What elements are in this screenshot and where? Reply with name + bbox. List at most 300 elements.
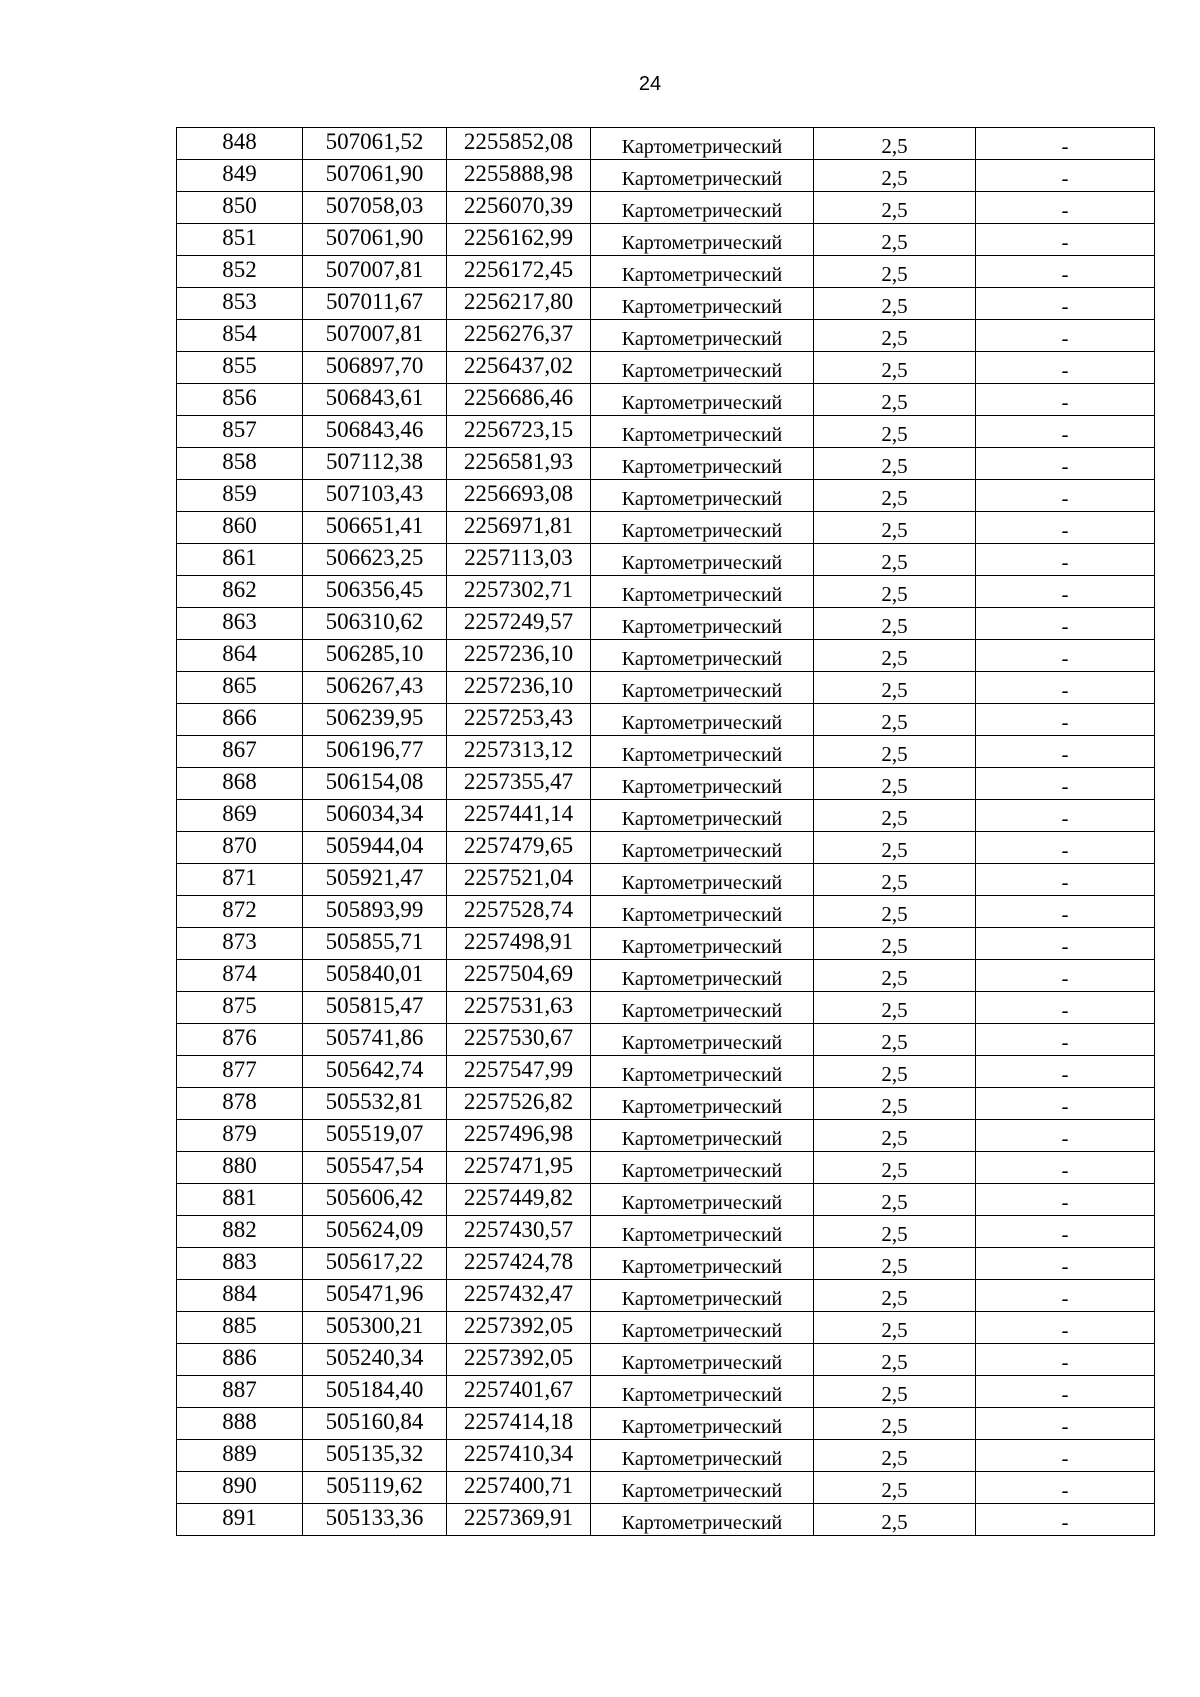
x-coordinate-cell: 505624,09 xyxy=(303,1216,447,1248)
table-row xyxy=(177,128,1155,160)
note-cell: - xyxy=(976,1152,1155,1184)
method-cell: Картометрический xyxy=(591,192,814,224)
note-cell: - xyxy=(976,352,1155,384)
x-coordinate-cell: 507103,43 xyxy=(303,480,447,512)
point-number-cell: 889 xyxy=(177,1440,303,1472)
accuracy-cell: 2,5 xyxy=(814,1280,976,1312)
table-row xyxy=(177,160,1155,192)
method-cell: Картометрический xyxy=(591,800,814,832)
table-row xyxy=(177,768,1155,800)
note-cell: - xyxy=(976,1376,1155,1408)
note-cell: - xyxy=(976,480,1155,512)
point-number-cell: 859 xyxy=(177,480,303,512)
note-cell: - xyxy=(976,800,1155,832)
accuracy-cell: 2,5 xyxy=(814,1504,976,1536)
method-cell: Картометрический xyxy=(591,1216,814,1248)
y-coordinate-cell: 2256172,45 xyxy=(447,256,591,288)
x-coordinate-cell: 506034,34 xyxy=(303,800,447,832)
accuracy-cell: 2,5 xyxy=(814,192,976,224)
point-number-cell: 864 xyxy=(177,640,303,672)
point-number-cell: 865 xyxy=(177,672,303,704)
table-row xyxy=(177,352,1155,384)
table-row xyxy=(177,1248,1155,1280)
point-number-cell: 868 xyxy=(177,768,303,800)
point-number-cell: 855 xyxy=(177,352,303,384)
table-row xyxy=(177,448,1155,480)
note-cell: - xyxy=(976,1344,1155,1376)
table-row xyxy=(177,896,1155,928)
y-coordinate-cell: 2257236,10 xyxy=(447,672,591,704)
table-row xyxy=(177,1472,1155,1504)
x-coordinate-cell: 507061,52 xyxy=(303,128,447,160)
x-coordinate-cell: 507112,38 xyxy=(303,448,447,480)
x-coordinate-cell: 505300,21 xyxy=(303,1312,447,1344)
point-number-cell: 885 xyxy=(177,1312,303,1344)
table-row xyxy=(177,1504,1155,1536)
note-cell: - xyxy=(976,864,1155,896)
accuracy-cell: 2,5 xyxy=(814,1024,976,1056)
y-coordinate-cell: 2257526,82 xyxy=(447,1088,591,1120)
method-cell: Картометрический xyxy=(591,480,814,512)
point-number-cell: 878 xyxy=(177,1088,303,1120)
point-number-cell: 880 xyxy=(177,1152,303,1184)
x-coordinate-cell: 507061,90 xyxy=(303,224,447,256)
x-coordinate-cell: 505119,62 xyxy=(303,1472,447,1504)
x-coordinate-cell: 506310,62 xyxy=(303,608,447,640)
point-number-cell: 874 xyxy=(177,960,303,992)
note-cell: - xyxy=(976,512,1155,544)
accuracy-cell: 2,5 xyxy=(814,640,976,672)
point-number-cell: 877 xyxy=(177,1056,303,1088)
accuracy-cell: 2,5 xyxy=(814,416,976,448)
table-row xyxy=(177,1280,1155,1312)
accuracy-cell: 2,5 xyxy=(814,224,976,256)
note-cell: - xyxy=(976,1408,1155,1440)
y-coordinate-cell: 2255888,98 xyxy=(447,160,591,192)
x-coordinate-cell: 505893,99 xyxy=(303,896,447,928)
y-coordinate-cell: 2257400,71 xyxy=(447,1472,591,1504)
x-coordinate-cell: 507011,67 xyxy=(303,288,447,320)
point-number-cell: 848 xyxy=(177,128,303,160)
y-coordinate-cell: 2257392,05 xyxy=(447,1312,591,1344)
y-coordinate-cell: 2257441,14 xyxy=(447,800,591,832)
table-row xyxy=(177,960,1155,992)
note-cell: - xyxy=(976,320,1155,352)
note-cell: - xyxy=(976,256,1155,288)
y-coordinate-cell: 2257496,98 xyxy=(447,1120,591,1152)
method-cell: Картометрический xyxy=(591,768,814,800)
method-cell: Картометрический xyxy=(591,704,814,736)
note-cell: - xyxy=(976,608,1155,640)
point-number-cell: 879 xyxy=(177,1120,303,1152)
accuracy-cell: 2,5 xyxy=(814,800,976,832)
page-number: 24 xyxy=(638,73,662,95)
note-cell: - xyxy=(976,832,1155,864)
note-cell: - xyxy=(976,1440,1155,1472)
table-row xyxy=(177,640,1155,672)
table-row xyxy=(177,384,1155,416)
y-coordinate-cell: 2257531,63 xyxy=(447,992,591,1024)
method-cell: Картометрический xyxy=(591,736,814,768)
table-row xyxy=(177,576,1155,608)
y-coordinate-cell: 2257504,69 xyxy=(447,960,591,992)
y-coordinate-cell: 2257449,82 xyxy=(447,1184,591,1216)
note-cell: - xyxy=(976,1248,1155,1280)
method-cell: Картометрический xyxy=(591,576,814,608)
y-coordinate-cell: 2257236,10 xyxy=(447,640,591,672)
x-coordinate-cell: 505944,04 xyxy=(303,832,447,864)
note-cell: - xyxy=(976,544,1155,576)
note-cell: - xyxy=(976,1216,1155,1248)
coordinates-table xyxy=(176,127,1155,1536)
y-coordinate-cell: 2256070,39 xyxy=(447,192,591,224)
point-number-cell: 871 xyxy=(177,864,303,896)
note-cell: - xyxy=(976,128,1155,160)
method-cell: Картометрический xyxy=(591,1184,814,1216)
table-row xyxy=(177,544,1155,576)
y-coordinate-cell: 2257479,65 xyxy=(447,832,591,864)
note-cell: - xyxy=(976,1088,1155,1120)
table-row xyxy=(177,1216,1155,1248)
accuracy-cell: 2,5 xyxy=(814,1248,976,1280)
y-coordinate-cell: 2257313,12 xyxy=(447,736,591,768)
table-row xyxy=(177,416,1155,448)
point-number-cell: 888 xyxy=(177,1408,303,1440)
x-coordinate-cell: 506897,70 xyxy=(303,352,447,384)
table-row xyxy=(177,736,1155,768)
note-cell: - xyxy=(976,736,1155,768)
accuracy-cell: 2,5 xyxy=(814,1408,976,1440)
point-number-cell: 857 xyxy=(177,416,303,448)
method-cell: Картометрический xyxy=(591,1248,814,1280)
y-coordinate-cell: 2256162,99 xyxy=(447,224,591,256)
method-cell: Картометрический xyxy=(591,544,814,576)
method-cell: Картометрический xyxy=(591,1024,814,1056)
x-coordinate-cell: 507007,81 xyxy=(303,320,447,352)
table-row xyxy=(177,1056,1155,1088)
table-row xyxy=(177,1440,1155,1472)
note-cell: - xyxy=(976,960,1155,992)
y-coordinate-cell: 2257530,67 xyxy=(447,1024,591,1056)
point-number-cell: 884 xyxy=(177,1280,303,1312)
table-row xyxy=(177,320,1155,352)
accuracy-cell: 2,5 xyxy=(814,256,976,288)
method-cell: Картометрический xyxy=(591,864,814,896)
x-coordinate-cell: 505921,47 xyxy=(303,864,447,896)
x-coordinate-cell: 506154,08 xyxy=(303,768,447,800)
note-cell: - xyxy=(976,672,1155,704)
point-number-cell: 881 xyxy=(177,1184,303,1216)
accuracy-cell: 2,5 xyxy=(814,352,976,384)
accuracy-cell: 2,5 xyxy=(814,832,976,864)
method-cell: Картометрический xyxy=(591,1312,814,1344)
point-number-cell: 872 xyxy=(177,896,303,928)
accuracy-cell: 2,5 xyxy=(814,608,976,640)
accuracy-cell: 2,5 xyxy=(814,1088,976,1120)
accuracy-cell: 2,5 xyxy=(814,448,976,480)
table-row xyxy=(177,864,1155,896)
point-number-cell: 850 xyxy=(177,192,303,224)
y-coordinate-cell: 2257424,78 xyxy=(447,1248,591,1280)
table-row xyxy=(177,1344,1155,1376)
y-coordinate-cell: 2256686,46 xyxy=(447,384,591,416)
accuracy-cell: 2,5 xyxy=(814,1184,976,1216)
point-number-cell: 854 xyxy=(177,320,303,352)
x-coordinate-cell: 505617,22 xyxy=(303,1248,447,1280)
table-row xyxy=(177,800,1155,832)
table-row xyxy=(177,1024,1155,1056)
note-cell: - xyxy=(976,1120,1155,1152)
point-number-cell: 870 xyxy=(177,832,303,864)
x-coordinate-cell: 505741,86 xyxy=(303,1024,447,1056)
accuracy-cell: 2,5 xyxy=(814,896,976,928)
note-cell: - xyxy=(976,288,1155,320)
x-coordinate-cell: 505547,54 xyxy=(303,1152,447,1184)
method-cell: Картометрический xyxy=(591,992,814,1024)
note-cell: - xyxy=(976,384,1155,416)
note-cell: - xyxy=(976,1472,1155,1504)
note-cell: - xyxy=(976,416,1155,448)
y-coordinate-cell: 2256217,80 xyxy=(447,288,591,320)
method-cell: Картометрический xyxy=(591,448,814,480)
method-cell: Картометрический xyxy=(591,1344,814,1376)
accuracy-cell: 2,5 xyxy=(814,992,976,1024)
accuracy-cell: 2,5 xyxy=(814,544,976,576)
note-cell: - xyxy=(976,224,1155,256)
method-cell: Картометрический xyxy=(591,352,814,384)
y-coordinate-cell: 2257401,67 xyxy=(447,1376,591,1408)
method-cell: Картометрический xyxy=(591,128,814,160)
accuracy-cell: 2,5 xyxy=(814,1120,976,1152)
note-cell: - xyxy=(976,1184,1155,1216)
note-cell: - xyxy=(976,1024,1155,1056)
point-number-cell: 866 xyxy=(177,704,303,736)
x-coordinate-cell: 506239,95 xyxy=(303,704,447,736)
y-coordinate-cell: 2257432,47 xyxy=(447,1280,591,1312)
y-coordinate-cell: 2257302,71 xyxy=(447,576,591,608)
x-coordinate-cell: 506623,25 xyxy=(303,544,447,576)
note-cell: - xyxy=(976,704,1155,736)
table-row xyxy=(177,608,1155,640)
point-number-cell: 861 xyxy=(177,544,303,576)
method-cell: Картометрический xyxy=(591,1440,814,1472)
method-cell: Картометрический xyxy=(591,160,814,192)
accuracy-cell: 2,5 xyxy=(814,1472,976,1504)
accuracy-cell: 2,5 xyxy=(814,288,976,320)
table-row xyxy=(177,192,1155,224)
table-row xyxy=(177,1120,1155,1152)
x-coordinate-cell: 505532,81 xyxy=(303,1088,447,1120)
point-number-cell: 891 xyxy=(177,1504,303,1536)
point-number-cell: 863 xyxy=(177,608,303,640)
note-cell: - xyxy=(976,896,1155,928)
x-coordinate-cell: 506285,10 xyxy=(303,640,447,672)
accuracy-cell: 2,5 xyxy=(814,1376,976,1408)
y-coordinate-cell: 2257547,99 xyxy=(447,1056,591,1088)
x-coordinate-cell: 506843,61 xyxy=(303,384,447,416)
note-cell: - xyxy=(976,192,1155,224)
method-cell: Картометрический xyxy=(591,928,814,960)
x-coordinate-cell: 505184,40 xyxy=(303,1376,447,1408)
x-coordinate-cell: 506267,43 xyxy=(303,672,447,704)
table-row xyxy=(177,480,1155,512)
y-coordinate-cell: 2257253,43 xyxy=(447,704,591,736)
table-row xyxy=(177,224,1155,256)
y-coordinate-cell: 2256723,15 xyxy=(447,416,591,448)
x-coordinate-cell: 505135,32 xyxy=(303,1440,447,1472)
point-number-cell: 869 xyxy=(177,800,303,832)
x-coordinate-cell: 505840,01 xyxy=(303,960,447,992)
method-cell: Картометрический xyxy=(591,256,814,288)
point-number-cell: 852 xyxy=(177,256,303,288)
y-coordinate-cell: 2257410,34 xyxy=(447,1440,591,1472)
table-row xyxy=(177,256,1155,288)
table-row xyxy=(177,928,1155,960)
coordinates-table-body xyxy=(177,128,1155,1536)
y-coordinate-cell: 2256581,93 xyxy=(447,448,591,480)
table-row xyxy=(177,1376,1155,1408)
point-number-cell: 876 xyxy=(177,1024,303,1056)
note-cell: - xyxy=(976,1056,1155,1088)
x-coordinate-cell: 505855,71 xyxy=(303,928,447,960)
x-coordinate-cell: 505133,36 xyxy=(303,1504,447,1536)
note-cell: - xyxy=(976,640,1155,672)
method-cell: Картометрический xyxy=(591,960,814,992)
accuracy-cell: 2,5 xyxy=(814,736,976,768)
y-coordinate-cell: 2257355,47 xyxy=(447,768,591,800)
y-coordinate-cell: 2257430,57 xyxy=(447,1216,591,1248)
table-row xyxy=(177,1184,1155,1216)
accuracy-cell: 2,5 xyxy=(814,768,976,800)
point-number-cell: 875 xyxy=(177,992,303,1024)
x-coordinate-cell: 505519,07 xyxy=(303,1120,447,1152)
method-cell: Картометрический xyxy=(591,672,814,704)
point-number-cell: 862 xyxy=(177,576,303,608)
table-row xyxy=(177,992,1155,1024)
method-cell: Картометрический xyxy=(591,1088,814,1120)
x-coordinate-cell: 507007,81 xyxy=(303,256,447,288)
point-number-cell: 856 xyxy=(177,384,303,416)
note-cell: - xyxy=(976,576,1155,608)
point-number-cell: 860 xyxy=(177,512,303,544)
table-row xyxy=(177,1152,1155,1184)
note-cell: - xyxy=(976,160,1155,192)
x-coordinate-cell: 505606,42 xyxy=(303,1184,447,1216)
x-coordinate-cell: 506196,77 xyxy=(303,736,447,768)
y-coordinate-cell: 2257528,74 xyxy=(447,896,591,928)
point-number-cell: 851 xyxy=(177,224,303,256)
accuracy-cell: 2,5 xyxy=(814,1152,976,1184)
table-row xyxy=(177,1408,1155,1440)
note-cell: - xyxy=(976,448,1155,480)
table-row xyxy=(177,672,1155,704)
x-coordinate-cell: 505471,96 xyxy=(303,1280,447,1312)
accuracy-cell: 2,5 xyxy=(814,512,976,544)
method-cell: Картометрический xyxy=(591,1472,814,1504)
y-coordinate-cell: 2257113,03 xyxy=(447,544,591,576)
method-cell: Картометрический xyxy=(591,288,814,320)
y-coordinate-cell: 2257521,04 xyxy=(447,864,591,896)
y-coordinate-cell: 2257414,18 xyxy=(447,1408,591,1440)
note-cell: - xyxy=(976,1280,1155,1312)
table-row xyxy=(177,704,1155,736)
table-row xyxy=(177,1088,1155,1120)
method-cell: Картометрический xyxy=(591,1120,814,1152)
accuracy-cell: 2,5 xyxy=(814,864,976,896)
x-coordinate-cell: 505240,34 xyxy=(303,1344,447,1376)
y-coordinate-cell: 2255852,08 xyxy=(447,128,591,160)
point-number-cell: 890 xyxy=(177,1472,303,1504)
method-cell: Картометрический xyxy=(591,1376,814,1408)
point-number-cell: 882 xyxy=(177,1216,303,1248)
method-cell: Картометрический xyxy=(591,608,814,640)
note-cell: - xyxy=(976,768,1155,800)
note-cell: - xyxy=(976,1312,1155,1344)
point-number-cell: 867 xyxy=(177,736,303,768)
y-coordinate-cell: 2257471,95 xyxy=(447,1152,591,1184)
x-coordinate-cell: 507058,03 xyxy=(303,192,447,224)
y-coordinate-cell: 2256693,08 xyxy=(447,480,591,512)
accuracy-cell: 2,5 xyxy=(814,960,976,992)
method-cell: Картометрический xyxy=(591,832,814,864)
x-coordinate-cell: 505815,47 xyxy=(303,992,447,1024)
note-cell: - xyxy=(976,1504,1155,1536)
note-cell: - xyxy=(976,992,1155,1024)
accuracy-cell: 2,5 xyxy=(814,1312,976,1344)
method-cell: Картометрический xyxy=(591,320,814,352)
accuracy-cell: 2,5 xyxy=(814,1216,976,1248)
x-coordinate-cell: 505160,84 xyxy=(303,1408,447,1440)
point-number-cell: 858 xyxy=(177,448,303,480)
point-number-cell: 873 xyxy=(177,928,303,960)
accuracy-cell: 2,5 xyxy=(814,704,976,736)
method-cell: Картометрический xyxy=(591,1280,814,1312)
x-coordinate-cell: 506843,46 xyxy=(303,416,447,448)
accuracy-cell: 2,5 xyxy=(814,576,976,608)
x-coordinate-cell: 506356,45 xyxy=(303,576,447,608)
y-coordinate-cell: 2256437,02 xyxy=(447,352,591,384)
table-row xyxy=(177,1312,1155,1344)
accuracy-cell: 2,5 xyxy=(814,480,976,512)
method-cell: Картометрический xyxy=(591,512,814,544)
point-number-cell: 887 xyxy=(177,1376,303,1408)
method-cell: Картометрический xyxy=(591,416,814,448)
y-coordinate-cell: 2256276,37 xyxy=(447,320,591,352)
accuracy-cell: 2,5 xyxy=(814,1440,976,1472)
y-coordinate-cell: 2257249,57 xyxy=(447,608,591,640)
method-cell: Картометрический xyxy=(591,384,814,416)
y-coordinate-cell: 2257392,05 xyxy=(447,1344,591,1376)
accuracy-cell: 2,5 xyxy=(814,672,976,704)
point-number-cell: 853 xyxy=(177,288,303,320)
method-cell: Картометрический xyxy=(591,640,814,672)
note-cell: - xyxy=(976,928,1155,960)
accuracy-cell: 2,5 xyxy=(814,160,976,192)
point-number-cell: 886 xyxy=(177,1344,303,1376)
method-cell: Картометрический xyxy=(591,1408,814,1440)
x-coordinate-cell: 506651,41 xyxy=(303,512,447,544)
accuracy-cell: 2,5 xyxy=(814,128,976,160)
method-cell: Картометрический xyxy=(591,1152,814,1184)
table-row xyxy=(177,288,1155,320)
accuracy-cell: 2,5 xyxy=(814,1344,976,1376)
method-cell: Картометрический xyxy=(591,224,814,256)
x-coordinate-cell: 507061,90 xyxy=(303,160,447,192)
point-number-cell: 849 xyxy=(177,160,303,192)
method-cell: Картометрический xyxy=(591,1504,814,1536)
y-coordinate-cell: 2257369,91 xyxy=(447,1504,591,1536)
y-coordinate-cell: 2256971,81 xyxy=(447,512,591,544)
